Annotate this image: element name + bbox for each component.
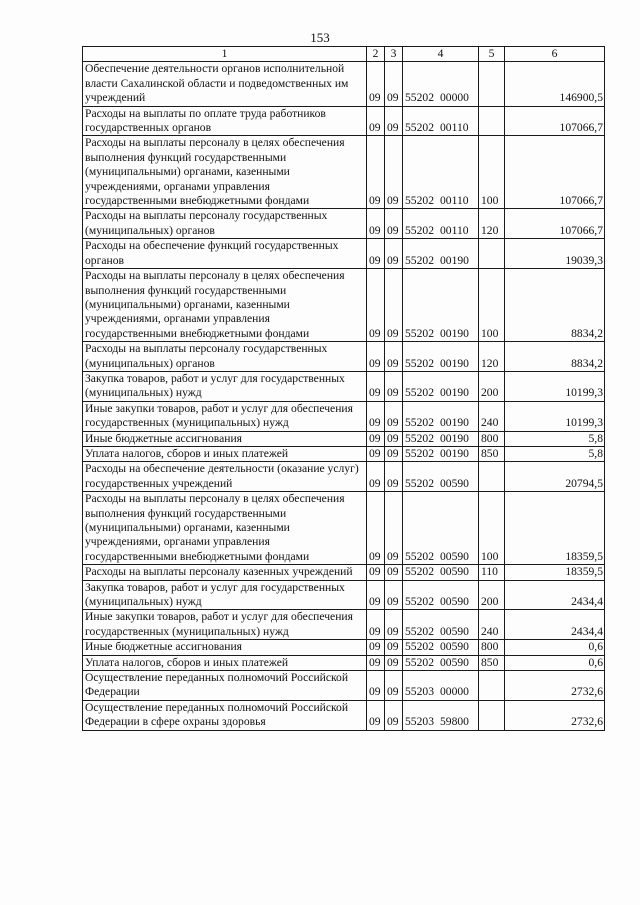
header-cell-2: 2: [367, 47, 385, 62]
direction-code: 00190: [439, 326, 469, 340]
target-article-cell: [403, 671, 479, 701]
direction-code: 00590: [439, 476, 469, 490]
table-row: [83, 136, 605, 209]
program-code: 55202: [405, 476, 434, 490]
program-code: 55203: [405, 685, 434, 699]
table-row: [83, 700, 605, 730]
expense-type-cell: [479, 106, 505, 136]
row-name-cell: Расходы на выплаты персоналу государственных (муниципальных) органов: [83, 342, 367, 372]
target-article-cell: [403, 580, 479, 610]
direction-code: 00590: [439, 624, 469, 638]
subsection-code-cell: 09: [385, 431, 403, 446]
subsection-code-cell: 09: [385, 106, 403, 136]
table-row: [83, 106, 605, 136]
row-name-cell: Обеспечение деятельности органов исполнительной власти Сахалинской области и подведомственных им учреждений: [83, 62, 367, 106]
direction-code: 00190: [439, 446, 469, 460]
section-code-cell: 09: [367, 610, 385, 640]
direction-code: 00110: [439, 194, 469, 208]
table-row: [83, 269, 605, 342]
amount-cell: 107066,7: [505, 209, 605, 239]
program-code: 55202: [405, 121, 434, 135]
program-code: 55202: [405, 624, 434, 638]
table-row: [83, 462, 605, 492]
subsection-code-cell: 09: [385, 492, 403, 565]
row-name-cell: Уплата налогов, сборов и иных платежей: [83, 446, 367, 461]
program-code: 55202: [405, 640, 434, 654]
table-row: [83, 209, 605, 239]
amount-cell: 20794,5: [505, 462, 605, 492]
target-article-cell: [403, 136, 479, 209]
table-row: [83, 446, 605, 461]
target-article-cell: [403, 269, 479, 342]
expense-type-cell: 200: [479, 371, 505, 401]
table-row: [83, 239, 605, 269]
target-article-cell: [403, 106, 479, 136]
table-row: [83, 671, 605, 701]
amount-cell: 2732,6: [505, 671, 605, 701]
expense-type-cell: 850: [479, 446, 505, 461]
subsection-code-cell: 09: [385, 700, 403, 730]
section-code-cell: 09: [367, 671, 385, 701]
row-name-cell: Иные бюджетные ассигнования: [83, 431, 367, 446]
amount-cell: 107066,7: [505, 106, 605, 136]
direction-code: 00590: [439, 549, 469, 563]
program-code: 55202: [405, 431, 434, 445]
target-article-cell: [403, 446, 479, 461]
section-code-cell: 09: [367, 492, 385, 565]
target-article-cell: [403, 62, 479, 106]
section-code-cell: 09: [367, 431, 385, 446]
table-row: [83, 492, 605, 565]
subsection-code-cell: 09: [385, 62, 403, 106]
table-row: [83, 401, 605, 431]
row-name-cell: Иные закупки товаров, работ и услуг для обеспечения государственных (муниципальных) нужд: [83, 610, 367, 640]
program-code: 55202: [405, 91, 434, 105]
section-code-cell: 09: [367, 62, 385, 106]
expense-type-cell: [479, 700, 505, 730]
section-code-cell: 09: [367, 462, 385, 492]
amount-cell: 10199,3: [505, 371, 605, 401]
expense-type-cell: 240: [479, 610, 505, 640]
target-article-cell: [403, 371, 479, 401]
direction-code: 00190: [439, 431, 469, 445]
direction-code: 00590: [439, 595, 469, 609]
table-body: [83, 62, 605, 730]
section-code-cell: 09: [367, 136, 385, 209]
row-name-cell: Расходы на обеспечение деятельности (оказание услуг) государственных учреждений: [83, 462, 367, 492]
target-article-cell: [403, 431, 479, 446]
row-name-cell: Закупка товаров, работ и услуг для государственных (муниципальных) нужд: [83, 580, 367, 610]
target-article-cell: [403, 565, 479, 580]
target-article-cell: [403, 655, 479, 670]
target-article-cell: [403, 640, 479, 655]
direction-code: 00110: [439, 121, 469, 135]
direction-code: 00190: [439, 416, 469, 430]
subsection-code-cell: 09: [385, 610, 403, 640]
direction-code: 00190: [439, 386, 469, 400]
row-name-cell: Расходы на выплаты персоналу казенных учреждений: [83, 565, 367, 580]
expense-type-cell: 100: [479, 269, 505, 342]
amount-cell: 2434,4: [505, 580, 605, 610]
target-article-cell: [403, 492, 479, 565]
subsection-code-cell: 09: [385, 209, 403, 239]
direction-code: 00590: [439, 655, 469, 669]
program-code: 55202: [405, 253, 434, 267]
expense-type-cell: 240: [479, 401, 505, 431]
expense-type-cell: [479, 239, 505, 269]
amount-cell: 2434,4: [505, 610, 605, 640]
section-code-cell: 09: [367, 580, 385, 610]
row-name-cell: Иные бюджетные ассигнования: [83, 640, 367, 655]
amount-cell: 18359,5: [505, 492, 605, 565]
target-article-cell: [403, 342, 479, 372]
subsection-code-cell: 09: [385, 269, 403, 342]
expense-type-cell: 800: [479, 431, 505, 446]
amount-cell: 8834,2: [505, 342, 605, 372]
program-code: 55202: [405, 416, 434, 430]
expense-type-cell: 100: [479, 492, 505, 565]
row-name-cell: Расходы на выплаты по оплате труда работников государственных органов: [83, 106, 367, 136]
section-code-cell: 09: [367, 106, 385, 136]
table-row: [83, 371, 605, 401]
direction-code: 00190: [439, 356, 469, 370]
subsection-code-cell: 09: [385, 401, 403, 431]
target-article-cell: [403, 610, 479, 640]
header-row: [83, 47, 605, 62]
subsection-code-cell: 09: [385, 239, 403, 269]
header-cell-3: 3: [385, 47, 403, 62]
row-name-cell: Иные закупки товаров, работ и услуг для обеспечения государственных (муниципальных) нужд: [83, 401, 367, 431]
expense-type-cell: 100: [479, 136, 505, 209]
row-name-cell: Осуществление переданных полномочий Российской Федерации в сфере охраны здоровья: [83, 700, 367, 730]
header-cell-6: 6: [505, 47, 605, 62]
section-code-cell: 09: [367, 700, 385, 730]
subsection-code-cell: 09: [385, 371, 403, 401]
row-name-cell: Расходы на выплаты персоналу в целях обеспечения выполнения функций государственными (муниципальными) органами, казенными учреждениями, органами управления государственными внебюджетными фондами: [83, 269, 367, 342]
program-code: 55202: [405, 386, 434, 400]
section-code-cell: 09: [367, 446, 385, 461]
expense-type-cell: [479, 671, 505, 701]
section-code-cell: 09: [367, 239, 385, 269]
program-code: 55202: [405, 655, 434, 669]
subsection-code-cell: 09: [385, 462, 403, 492]
target-article-cell: [403, 239, 479, 269]
table-row: [83, 431, 605, 446]
section-code-cell: 09: [367, 655, 385, 670]
expense-type-cell: [479, 62, 505, 106]
expense-type-cell: 850: [479, 655, 505, 670]
target-article-cell: [403, 401, 479, 431]
row-name-cell: Уплата налогов, сборов и иных платежей: [83, 655, 367, 670]
expense-type-cell: 200: [479, 580, 505, 610]
program-code: 55203: [405, 715, 434, 729]
amount-cell: 8834,2: [505, 269, 605, 342]
header-cell-5: 5: [479, 47, 505, 62]
amount-cell: 5,8: [505, 446, 605, 461]
budget-table: [82, 46, 605, 731]
row-name-cell: Расходы на выплаты персоналу государственных (муниципальных) органов: [83, 209, 367, 239]
amount-cell: 2732,6: [505, 700, 605, 730]
amount-cell: 0,6: [505, 640, 605, 655]
program-code: 55202: [405, 549, 434, 563]
amount-cell: 19039,3: [505, 239, 605, 269]
subsection-code-cell: 09: [385, 655, 403, 670]
amount-cell: 107066,7: [505, 136, 605, 209]
section-code-cell: 09: [367, 342, 385, 372]
program-code: 55202: [405, 356, 434, 370]
subsection-code-cell: 09: [385, 640, 403, 655]
direction-code: 00000: [439, 685, 469, 699]
subsection-code-cell: 09: [385, 136, 403, 209]
amount-cell: 18359,5: [505, 565, 605, 580]
table-row: [83, 655, 605, 670]
table-row: [83, 610, 605, 640]
amount-cell: 10199,3: [505, 401, 605, 431]
direction-code: 00590: [439, 640, 469, 654]
expense-type-cell: 120: [479, 209, 505, 239]
amount-cell: 0,6: [505, 655, 605, 670]
expense-type-cell: 110: [479, 565, 505, 580]
direction-code: 59800: [439, 715, 469, 729]
table-row: [83, 342, 605, 372]
program-code: 55202: [405, 223, 434, 237]
expense-type-cell: 120: [479, 342, 505, 372]
row-name-cell: Осуществление переданных полномочий Российской Федерации: [83, 671, 367, 701]
program-code: 55202: [405, 446, 434, 460]
table-row: [83, 640, 605, 655]
section-code-cell: 09: [367, 565, 385, 580]
direction-code: 00110: [439, 223, 469, 237]
expense-type-cell: [479, 462, 505, 492]
section-code-cell: 09: [367, 640, 385, 655]
table-row: [83, 565, 605, 580]
row-name-cell: Закупка товаров, работ и услуг для государственных (муниципальных) нужд: [83, 371, 367, 401]
row-name-cell: Расходы на выплаты персоналу в целях обеспечения выполнения функций государственными (муниципальными) органами, казенными учреждениями, органами управления государственными внебюджетными фондами: [83, 492, 367, 565]
table-row: [83, 580, 605, 610]
expense-type-cell: 800: [479, 640, 505, 655]
header-cell-1: 1: [83, 47, 367, 62]
row-name-cell: Расходы на выплаты персоналу в целях обеспечения выполнения функций государственными (муниципальными) органами, казенными учреждениями, органами управления государственными внебюджетными фондами: [83, 136, 367, 209]
section-code-cell: 09: [367, 401, 385, 431]
direction-code: 00190: [439, 253, 469, 267]
page-number: 153: [310, 30, 330, 45]
table-row: [83, 62, 605, 106]
subsection-code-cell: 09: [385, 446, 403, 461]
program-code: 55202: [405, 565, 434, 579]
amount-cell: 146900,5: [505, 62, 605, 106]
program-code: 55202: [405, 194, 434, 208]
subsection-code-cell: 09: [385, 580, 403, 610]
section-code-cell: 09: [367, 209, 385, 239]
direction-code: 00590: [439, 565, 469, 579]
section-code-cell: 09: [367, 269, 385, 342]
target-article-cell: [403, 462, 479, 492]
direction-code: 00000: [439, 91, 469, 105]
target-article-cell: [403, 700, 479, 730]
target-article-cell: [403, 209, 479, 239]
amount-cell: 5,8: [505, 431, 605, 446]
subsection-code-cell: 09: [385, 671, 403, 701]
program-code: 55202: [405, 595, 434, 609]
program-code: 55202: [405, 326, 434, 340]
header-cell-4: 4: [403, 47, 479, 62]
row-name-cell: Расходы на обеспечение функций государственных органов: [83, 239, 367, 269]
section-code-cell: 09: [367, 371, 385, 401]
subsection-code-cell: 09: [385, 342, 403, 372]
subsection-code-cell: 09: [385, 565, 403, 580]
